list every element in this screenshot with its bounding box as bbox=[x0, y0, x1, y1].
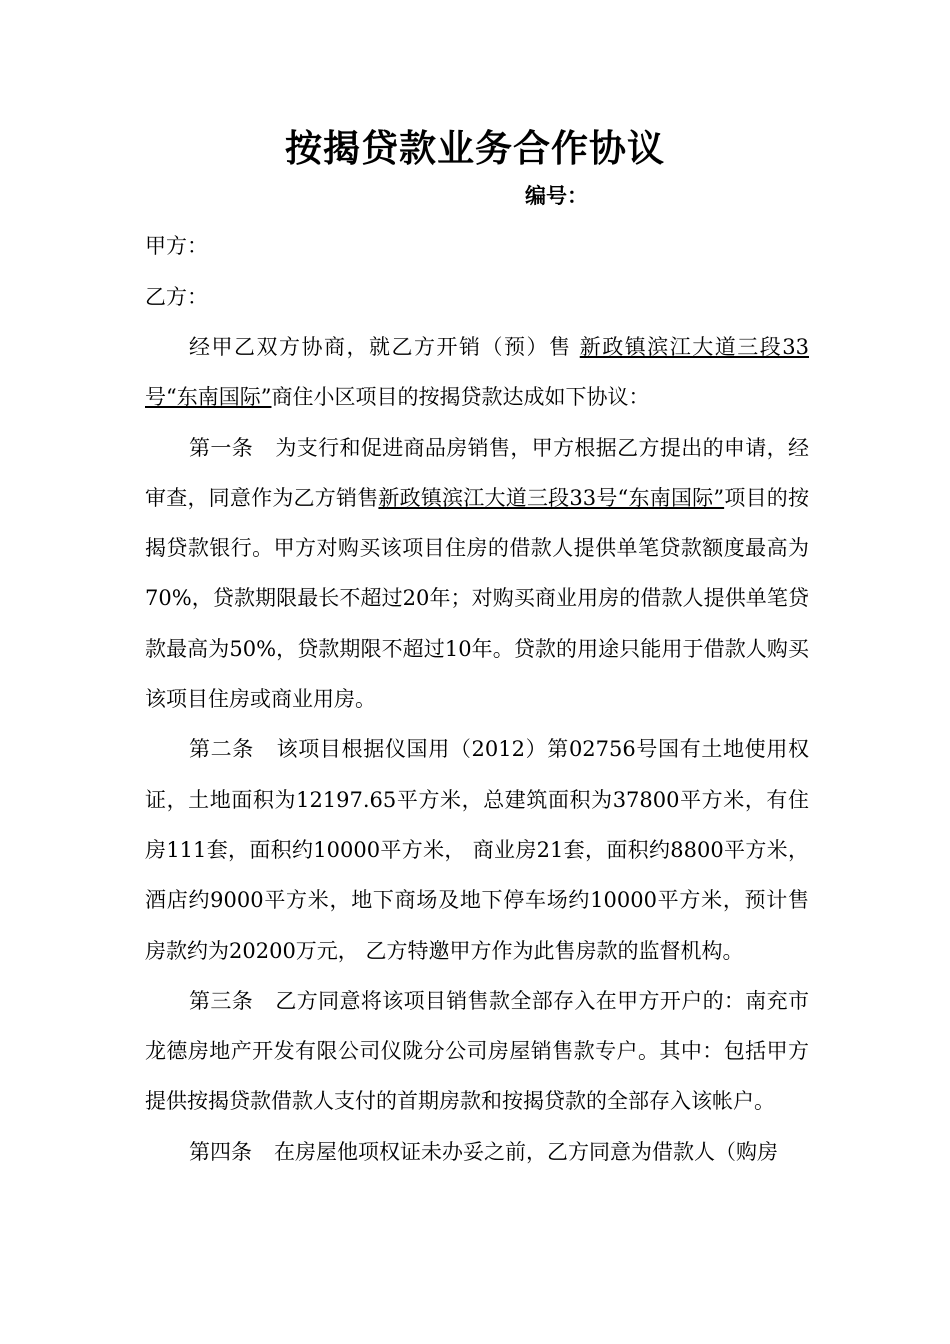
intro-paragraph: 经甲乙双方协商，就乙方开销（预）售 新政镇滨江大道三段33号“东南国际”商住小区项目的按揭贷款达成如下协议： bbox=[145, 335, 809, 410]
article-heading: 第一条 bbox=[189, 435, 254, 460]
article-heading: 第二条 bbox=[189, 737, 254, 762]
article-heading: 第三条 bbox=[189, 988, 254, 1013]
agreement-body bbox=[145, 322, 809, 1177]
article-3: 第三条 乙方同意将该项目销售款全部存入在甲方开户的：南充市龙德房地产开发有限公司仪陇分公司房屋销售款专户。其中：包括甲方提供按揭贷款借款人支付的首期房款和按揭贷款的全部存入该帐户。 bbox=[145, 988, 810, 1114]
project-name-underlined: 新政镇滨江大道三段33号“东南国际” bbox=[378, 485, 725, 510]
article-heading: 第四条 bbox=[189, 1139, 252, 1164]
document-title: 按揭贷款业务合作协议 bbox=[285, 126, 665, 170]
serial-number-label: 编号： bbox=[525, 183, 588, 208]
party-a-label: 甲方： bbox=[145, 234, 208, 258]
article-1: 第一条 为支行和促进商品房销售，甲方根据乙方提出的申请，经审查，同意作为乙方销售新政镇滨江大道三段33号“东南国际”项目的按揭贷款银行。甲方对购买该项目住房的借款人提供单笔贷款额度最高为70%，贷款期限最长不超过20年；对购买商业用房的借款人提供单笔贷款最高为50%，贷款期限不超过10年。贷款的用途只能用于借款人购买该项目住房或商业用房。 bbox=[145, 435, 810, 712]
article-4: 第四条 在房屋他项权证未办妥之前，乙方同意为借款人（购房 bbox=[189, 1139, 778, 1164]
project-name-underlined: 新政镇滨江大道三段33号“东南国际” bbox=[145, 335, 809, 410]
party-b-label: 乙方： bbox=[145, 285, 208, 309]
article-2: 第二条 该项目根据仪国用（2012）第02756号国有土地使用权证，土地面积为12197.65平方米，总建筑面积为37800平方米，有住房111套，面积约10000平方米， 商业房21套，面积约8800平方米，酒店约9000平方米，地下商场及地下停车场约10000平方米，预计售房款约为20200万元， 乙方特邀甲方作为此售房款的监督机构。 bbox=[145, 737, 809, 963]
